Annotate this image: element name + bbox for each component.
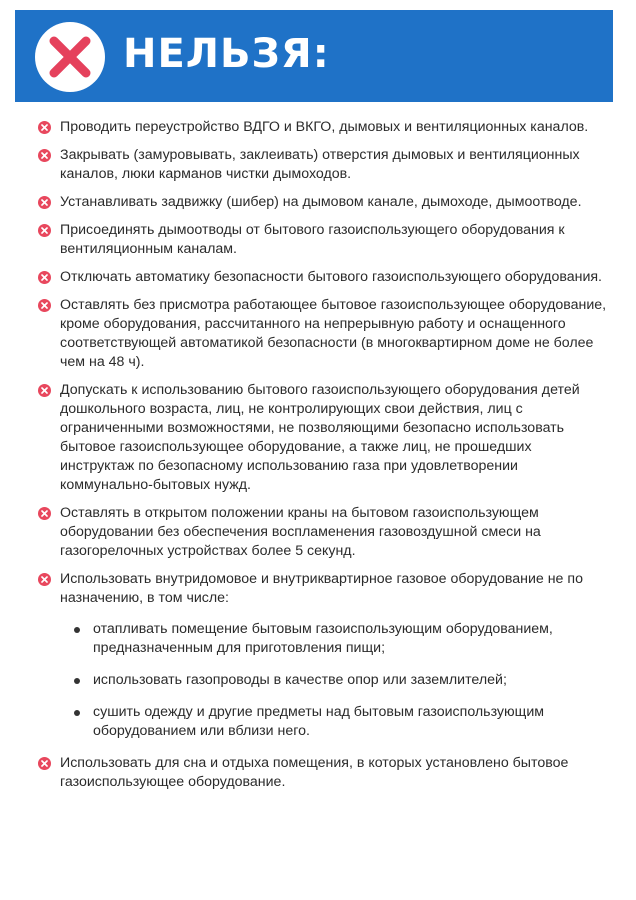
- list-item-text: Допускать к использованию бытового газоиспользующего оборудования детей дошкольного возраста, лиц, не контролирующих свои действия, лиц с ограниченными возможностями, не позволяющими безопасно использовать бытовое газоиспользующее оборудование, а также лиц, не прошедших инструктаж по безопасному использованию газа при удовлетворении коммунально-бытовых нужд.: [60, 382, 580, 493]
- rules-list: [38, 118, 608, 801]
- cross-circle-icon: [38, 271, 51, 284]
- list-item-text: Присоединять дымоотводы от бытового газоиспользующего оборудования к вентиляционным каналам.: [60, 222, 565, 257]
- list-item: [38, 221, 608, 259]
- list-item-text: Устанавливать задвижку (шибер) на дымовом канале, дымоходе, дымоотводе.: [60, 194, 582, 210]
- cross-circle-icon: [38, 149, 51, 162]
- sub-list-item-text: отапливать помещение бытовым газоиспользующим оборудованием, предназначенным для приготовления пищи;: [93, 621, 553, 656]
- cross-circle-icon: [38, 384, 51, 397]
- list-item: [38, 193, 608, 212]
- list-item-text: Оставлять в открытом положении краны на бытовом газоиспользующем оборудовании без обеспечения воспламенения газовоздушной смеси на газогорелочных устройствах более 5 секунд.: [60, 505, 541, 559]
- page-title: НЕЛЬЗЯ:: [123, 31, 330, 77]
- bullet-dot-icon: [74, 710, 80, 716]
- sub-list-item: [60, 671, 608, 690]
- list-item-text: Оставлять без присмотра работающее бытовое газоиспользующее оборудование, кроме оборудования, рассчитанного на непрерывную работу и оснащенного соответствующей автоматикой безопасности (в многоквартирном доме не более чем на 48 ч).: [60, 297, 607, 370]
- sub-list-item-text: сушить одежду и другие предметы над бытовым газоиспользующим оборудованием или вблизи него.: [93, 704, 544, 739]
- list-item-text: Использовать внутридомовое и внутриквартирное газовое оборудование не по назначению, в том числе:: [60, 571, 583, 606]
- list-item: [38, 570, 608, 741]
- list-item: [38, 118, 608, 137]
- sub-list-item: [60, 620, 608, 658]
- cross-circle-icon: [38, 507, 51, 520]
- cross-circle-icon: [38, 757, 51, 770]
- list-item: [38, 268, 608, 287]
- list-item-text: Закрывать (замуровывать, заклеивать) отверстия дымовых и вентиляционных каналов, люки карманов чистки дымоходов.: [60, 147, 580, 182]
- list-item: [38, 296, 608, 372]
- list-item: [38, 381, 608, 495]
- header-banner: [15, 10, 613, 102]
- bullet-dot-icon: [74, 627, 80, 633]
- cross-circle-icon: [38, 196, 51, 209]
- list-item: [38, 754, 608, 792]
- cross-icon: [35, 22, 105, 92]
- cross-circle-icon: [38, 573, 51, 586]
- bullet-dot-icon: [74, 678, 80, 684]
- list-item-text: Отключать автоматику безопасности бытового газоиспользующего оборудования.: [60, 269, 602, 285]
- cross-circle-icon: [38, 299, 51, 312]
- sub-list: [60, 620, 608, 741]
- cross-circle-icon: [38, 224, 51, 237]
- sub-list-item-text: использовать газопроводы в качестве опор или заземлителей;: [93, 672, 507, 688]
- list-item-text: Проводить переустройство ВДГО и ВКГО, дымовых и вентиляционных каналов.: [60, 119, 589, 135]
- list-item-text: Использовать для сна и отдыха помещения, в которых установлено бытовое газоиспользующее оборудование.: [60, 755, 569, 790]
- cross-circle-icon: [38, 121, 51, 134]
- list-item: [38, 504, 608, 561]
- list-item: [38, 146, 608, 184]
- sub-list-item: [60, 703, 608, 741]
